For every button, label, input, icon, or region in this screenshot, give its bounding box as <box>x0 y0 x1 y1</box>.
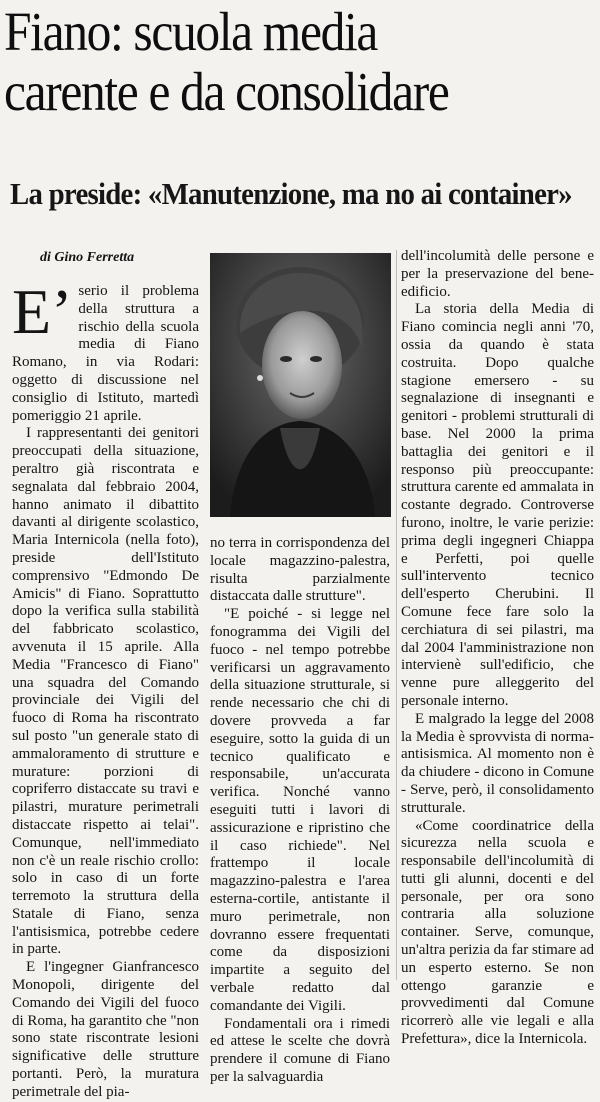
col2-paragraph-1: no terra in corrispondenza del locale magazzino-palestra, risulta parzialmente distaccata dalle strutture". <box>210 535 390 605</box>
col1-paragraph-1 <box>12 276 199 425</box>
column-3 <box>401 248 594 1049</box>
headline-line-2: carente e da consolidare <box>4 61 449 122</box>
column-divider <box>396 250 397 980</box>
col1-paragraph-3: E l'ingegner Gianfrancesco Monopoli, dirigente del Comando dei Vigili del fuoco di Roma, ha garantito che "non sono state riscontrate lesioni significative delle strutture portanti. Però, la muratura perimetrale del pia- <box>12 959 199 1100</box>
col1-paragraph-1-text: serio il problema della struttura a rischio della scuola media di Fiano Romano, in via Rodari: oggetto di discussione nel consiglio di Istituto, martedì pomeriggio 21 aprile. <box>12 283 199 424</box>
subheadline: La preside: «Manutenzione, ma no ai container» <box>10 176 572 211</box>
col3-paragraph-3: E malgrado la legge del 2008 la Media è sprovvista di norma-antisismica. Al momento non è da chiudere - dicono in Comune - Serve, però, il consolidamento strutturale. <box>401 710 594 816</box>
col2-paragraph-3: Fondamentali ora i rimedi ed attese le scelte che dovrà prendere il comune di Fiano per la salvaguardia <box>210 1015 390 1085</box>
col1-paragraph-2: I rappresentanti dei genitori preoccupati della situazione, peraltro già riscontrata e segnalata dal febbraio 2004, hanno animato il dibattito davanti al dirigente scolastico, Maria Internicola (nella foto), preside dell'Istituto comprensivo "Edmondo De Amicis" di Fiano. Soprattutto dopo la verifica sulla stabilità del fabbricato scolastico, avvenuta il 15 aprile. Alla Media "Francesco di Fiano" una squadra del Comando provinciale dei Vigili del fuoco di Roma ha riscontrato sul posto "un generale stato di ammaloramento di strutture e murature: porzioni di copriferro distaccate su travi e pilastri, murature perimetrali distaccate rispetto ai telai". Comunque, nell'immediato non c'è un reale rischio crollo: solo in caso di un forte terremoto la struttura della Statale di Fiano, senza l'antisismica, potrebbe cedere in parte. <box>12 425 199 958</box>
photo-face <box>262 311 342 419</box>
column-2 <box>210 535 390 1087</box>
col3-paragraph-4: «Come coordinatrice della sicurezza nella scuola e responsabile dell'incolumità di tutti gli alunni, docenti e del personale, per ora sono contraria alla soluzione container. Serve, comunque, un'altra perizia da far stimare ad un esperto esterno. Se non ottengo garanzie e provvedimenti dal Comune ricorrerò alle vie legali e alla Prefettura», dice la Internicola. <box>401 817 595 1048</box>
photo-eye-right <box>310 356 322 362</box>
headline <box>4 2 539 122</box>
dropcap: E’ <box>12 276 73 347</box>
photo-earring <box>257 375 263 381</box>
col3-paragraph-1: dell'incolumità delle persone e per la preservazione del bene-edificio. <box>401 248 594 300</box>
byline: di Gino Ferretta <box>40 250 135 265</box>
photo-maria-internicola <box>210 253 391 517</box>
headline-line-1: Fiano: scuola media <box>4 1 378 62</box>
col3-paragraph-2: La storia della Media di Fiano comincia negli anni '70, ossia da quando è stata costruita. Dopo qualche stagione emersero - su segnalazione di insegnanti e genitori - problemi strutturali di base. Nel 2000 la prima battaglia dei genitori e il responso più preoccupante: struttura carente ed ammalata in costante degrado. Controverse furono, inoltre, le varie perizie: prima degli ingegneri Chiappa e Perfetti, poi quelle sull'intervento tecnico dell'esperto Cherubini. Il Comune fece fare solo la cerchiatura di sei pilastri, ma dal 2004 l'amministrazione non intervienè sull'edificio, che venne pure alleggerito del personale interno. <box>401 301 594 709</box>
col2-paragraph-2: "E poiché - si legge nel fonogramma dei Vigili del fuoco - nel tempo potrebbe verificarsi un aggravamento della situazione strutturale, si rende necessario che chi di dovere provveda a far eseguire, sotto la guida di un tecnico qualificato e responsabile, un'accurata verifica. Nonché vanno eseguiti tutti i lavori di assicurazione e ripristino che il caso richiede". Nel frattempo il locale magazzino-palestra e l'area esterna-cortile, antistante il muro perimetrale, non dovranno essere frequentati come da disposizioni impartite a seguito del verbale redatto dal comandante dei Vigili. <box>210 606 390 1014</box>
photo-eye-left <box>280 356 292 362</box>
portrait-illustration <box>210 253 391 517</box>
column-1 <box>12 276 199 1102</box>
